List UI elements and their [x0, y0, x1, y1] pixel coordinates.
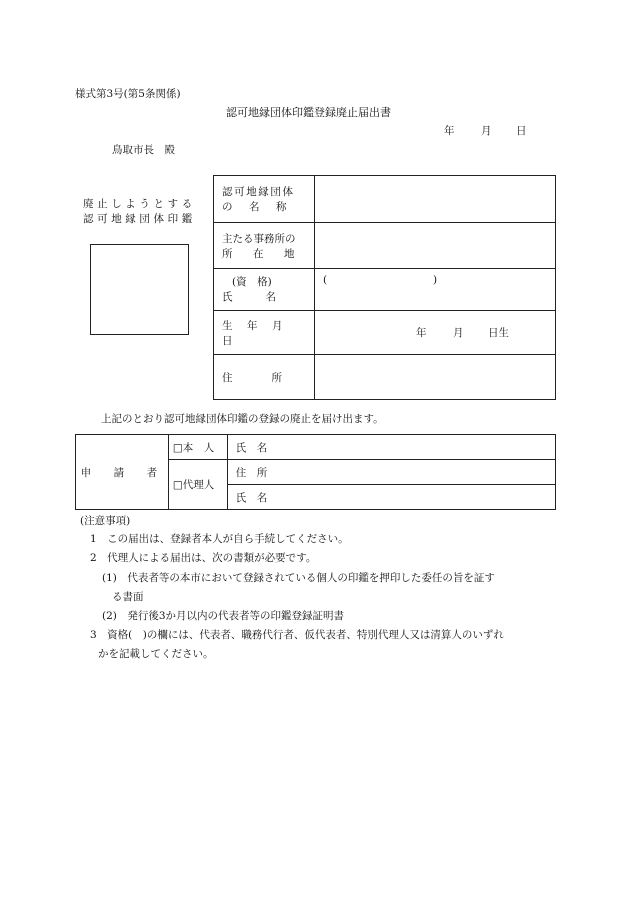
group-name-field[interactable] [315, 176, 556, 223]
agent-name-label: 氏 名 [235, 491, 268, 504]
form-number: 様式第3号(第5条関係) [75, 88, 181, 100]
applicant-table [75, 434, 556, 510]
table-row [214, 269, 556, 311]
submission-date-month: 月 [481, 125, 492, 137]
label-cell [214, 176, 315, 223]
self-name-label: 氏 名 [235, 441, 268, 454]
birthdate-label: 生 年 月 日 [222, 319, 297, 347]
table-row [214, 223, 556, 269]
seal-label-line2: 認可地縁団体印鑑 [83, 213, 196, 225]
agent-name-field[interactable] [227, 485, 555, 510]
submission-date-day: 日 [516, 125, 527, 137]
table-row [76, 435, 556, 460]
note-item-2-1-line2: る書面 [112, 591, 144, 603]
birthdate-field[interactable] [315, 311, 556, 355]
note-item-3-line2: かを記載してください。 [98, 648, 214, 660]
seal-impression-box[interactable] [90, 244, 189, 335]
birth-year-label: 年 [416, 326, 427, 339]
self-option-cell[interactable] [168, 435, 227, 460]
representative-name-label: 氏 名 [222, 291, 280, 303]
group-info-table [213, 175, 556, 400]
table-row [214, 355, 556, 400]
office-label-line1: 主たる事務所の [222, 232, 296, 245]
agent-address-label: 住 所 [235, 466, 268, 479]
note-item-2-2: (2) 発行後3か月以内の代表者等の印鑑登録証明書 [102, 610, 345, 622]
agent-option-cell[interactable] [168, 460, 227, 510]
qualification-close-paren: ) [433, 274, 438, 286]
note-item-3-line1: 3 資格( )の欄には、代表者、職務代行者、仮代表者、特別代理人又は清算人のいずれ [90, 629, 504, 641]
table-row [214, 311, 556, 355]
label-cell [214, 223, 315, 269]
document-title: 認可地縁団体印鑑登録廃止届出書 [226, 106, 391, 119]
self-name-field[interactable] [227, 435, 555, 460]
label-cell [214, 355, 315, 400]
label-cell [214, 311, 315, 355]
note-item-1: 1 この届出は、登録者本人が自ら手続してください。 [90, 533, 349, 545]
submission-date-year: 年 [444, 125, 455, 137]
note-item-2-1-line1: (1) 代表者等の本市において登録されている個人の印鑑を押印した委任の旨を証す [102, 572, 495, 584]
self-option-checkbox[interactable]: □本 人 [172, 441, 215, 454]
addressee: 鳥取市長 殿 [112, 144, 175, 156]
office-address-field[interactable] [315, 223, 556, 269]
statement-text: 上記のとおり認可地縁団体印鑑の登録の廃止を届け出ます。 [101, 413, 384, 425]
office-label-line2: 所 在 地 [222, 247, 300, 260]
representative-address-field[interactable] [315, 355, 556, 400]
qualification-open-paren: ( [323, 274, 328, 286]
group-name-label-line2: の 名 称 [222, 201, 290, 213]
agent-option-checkbox[interactable]: □代理人 [172, 479, 215, 491]
label-cell [214, 269, 315, 311]
birth-month-label: 月 [453, 326, 464, 339]
table-row [214, 176, 556, 223]
seal-label-line1: 廃止しようとする [83, 198, 196, 210]
notes-heading: (注意事項) [80, 515, 131, 527]
group-name-label-line1: 認可地縁団体 [222, 186, 295, 198]
applicant-header: 申 請 者 [80, 466, 164, 479]
representative-name-field[interactable] [315, 269, 556, 311]
agent-address-field[interactable] [227, 460, 555, 485]
address-label: 住 所 [222, 371, 288, 384]
note-item-2: 2 代理人による届出は、次の書類が必要です。 [90, 552, 317, 564]
qualification-label: (資 格) [232, 276, 272, 288]
birth-day-label: 日生 [488, 326, 509, 339]
applicant-header-cell [76, 435, 169, 510]
